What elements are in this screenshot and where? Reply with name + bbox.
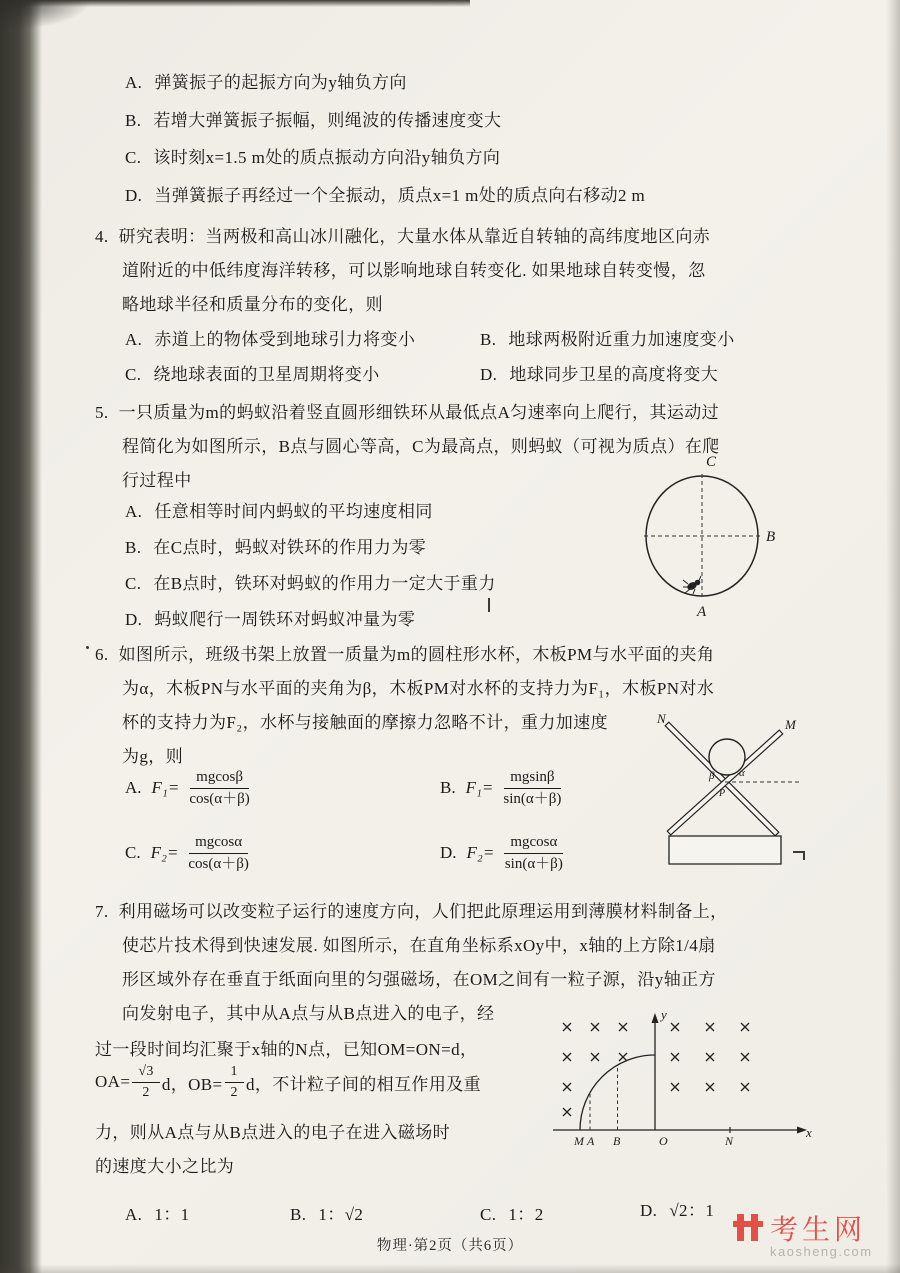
scan-artifact (803, 851, 805, 860)
option-text: 当弹簧振子再经过一个全振动，质点x=1 m处的质点向右移动2 m (154, 186, 646, 205)
point-a-label: A (587, 1134, 595, 1148)
q7-narrow-line-3 (95, 1118, 450, 1143)
formula-lhs: F₂= (150, 843, 179, 863)
option-label: B. (440, 778, 456, 798)
point-b-label: B (766, 529, 776, 545)
option-text: 蚂蚁爬行一周铁环对蚂蚁冲量为零 (154, 610, 416, 629)
stem-text: 略地球半径和质量分布的变化，则 (122, 295, 383, 314)
fraction (225, 1063, 244, 1101)
option-label: D. (440, 843, 457, 863)
y-axis-label: y (661, 1007, 667, 1022)
point-m-label: M (574, 1134, 584, 1148)
option-label: C. (480, 1205, 497, 1224)
option-text: √2：1 (669, 1201, 715, 1220)
q7-field-diagram (535, 1005, 825, 1160)
page-footer: 物理·第2页（共6页） (376, 1238, 524, 1254)
option-text: 地球同步卫星的高度将变大 (509, 365, 719, 384)
option-text: 在C点时，蚂蚁对铁环的作用力为零 (153, 538, 427, 557)
q4-stem-line-2 (122, 256, 706, 281)
q6-stem-line-4 (122, 742, 183, 767)
question-number: 4. (95, 227, 109, 246)
scan-artifact (86, 646, 89, 649)
q5-option-b (125, 533, 426, 558)
stem-text: 行过程中 (122, 471, 192, 490)
option-label: D. (480, 365, 498, 384)
option-label: B. (480, 330, 497, 349)
q7-narrow-line-2 (95, 1060, 481, 1104)
option-label: C. (125, 843, 141, 863)
point-m-label: M (785, 717, 796, 732)
fraction-denominator: cos(α＋β) (188, 855, 249, 872)
point-c-label: C (706, 454, 717, 470)
kaosheng-logo (733, 1212, 763, 1244)
stem-text: d，OB= (161, 1074, 223, 1094)
q5-option-c (125, 569, 496, 594)
option-text: 若增大弹簧振子振幅，则绳波的传播速度变大 (153, 111, 502, 130)
stem-text: 道附近的中低纬度海洋转移，可以影响地球自转变化. 如果地球自转变慢，忽 (122, 261, 706, 280)
option-text: 弹簧振子的起振方向为y轴负方向 (154, 73, 407, 92)
option-label: C. (125, 365, 142, 384)
q7-stem-line-1 (95, 897, 728, 922)
scan-edge-left (0, 0, 42, 1273)
fraction (189, 768, 249, 809)
fraction (504, 833, 563, 874)
ant-icon (683, 576, 701, 594)
stem-text: 为g，则 (122, 747, 184, 766)
q7-option-b (290, 1200, 363, 1225)
q5-option-a (125, 497, 433, 522)
q7-stem-line-3 (122, 965, 716, 990)
option-label: D. (125, 186, 143, 205)
option-label: A. (125, 1205, 143, 1224)
formula-lhs: F₁= (465, 778, 494, 798)
stem-text: 一只质量为m的蚂蚁沿着竖直圆形细铁环从最低点A匀速率向上爬行，其运动过 (118, 403, 720, 422)
base-block (669, 836, 781, 864)
option-text: 1：2 (508, 1205, 544, 1224)
q4-stem-line-1 (95, 222, 710, 247)
stem-text: 研究表明：当两极和高山冰川融化，大量水体从靠近自转轴的高纬度地区向赤 (118, 227, 711, 246)
option-text: 任意相等时间内蚂蚁的平均速度相同 (154, 502, 433, 521)
watermark-domain: kaosheng.com (770, 1244, 873, 1259)
fraction-denominator: 2 (142, 1084, 150, 1100)
q3-option-d (125, 181, 645, 206)
fraction-numerator: mgcosα (504, 833, 563, 854)
option-label: C. (125, 574, 142, 593)
option-label: D. (125, 610, 143, 629)
formula-lhs: F₁= (151, 778, 180, 798)
fraction-denominator: sin(α＋β) (503, 790, 562, 807)
q6-option-a (125, 768, 250, 809)
q6-stem-line-3 (122, 708, 608, 733)
fraction (503, 768, 561, 809)
stem-text: 过一段时间均汇聚于x轴的N点，已知OM=ON=d， (95, 1040, 478, 1059)
option-label: A. (125, 502, 143, 521)
stem-text: 利用磁场可以改变粒子运行的速度方向，人们把此原理运用到薄膜材料制备上， (118, 902, 728, 921)
q5-stem-line-3 (122, 466, 192, 491)
q7-stem-line-2 (122, 931, 716, 956)
q5-ring-diagram (630, 448, 790, 620)
option-text: 地球两极附近重力加速度变小 (508, 330, 735, 349)
stem-text: OA= (95, 1072, 131, 1091)
q6-option-d (440, 833, 563, 874)
fraction-numerator: mgcosα (189, 833, 248, 854)
stem-text: 程简化为如图所示，B点与圆心等高，C为最高点，则蚂蚁（可视为质点）在爬 (122, 437, 720, 456)
option-text: 绕地球表面的卫星周期将变小 (153, 365, 380, 384)
fraction (132, 1063, 159, 1101)
fraction-numerator: mgcosβ (190, 768, 249, 789)
point-b-label: B (613, 1134, 621, 1148)
q7-option-d (640, 1196, 714, 1221)
q7-option-c (480, 1200, 544, 1225)
q4-stem-line-3 (122, 290, 383, 315)
q4-option-c (125, 360, 380, 385)
q7-narrow-line-4 (95, 1152, 234, 1177)
option-label: C. (125, 148, 142, 167)
option-label: A. (125, 73, 143, 92)
option-text: 在B点时，铁环对蚂蚁的作用力一定大于重力 (153, 574, 496, 593)
point-p-label: P (719, 788, 726, 799)
option-text: 赤道上的物体受到地球引力将变小 (154, 330, 416, 349)
q4-option-a (125, 325, 415, 350)
fraction-numerator: 1 (225, 1063, 244, 1083)
q4-option-b (480, 325, 735, 350)
stem-text: 向发射电子，其中从A点与从B点进入的电子，经 (122, 1004, 495, 1023)
question-number: 5. (95, 403, 109, 422)
question-number: 7. (95, 902, 109, 921)
option-label: A. (125, 778, 142, 798)
angle-alpha-label: α (739, 767, 745, 779)
option-label: A. (125, 330, 143, 349)
watermark-brand: 考生网 (770, 1215, 867, 1246)
stem-text: 为α，木板PN与水平面的夹角为β，木板PM对水杯的支持力为F₁，木板PN对水 (122, 679, 715, 698)
origin-label: O (659, 1134, 668, 1148)
scan-artifact (488, 598, 490, 612)
option-label: D. (640, 1201, 658, 1220)
stem-text: 的速度大小之比为 (95, 1157, 235, 1176)
q6-option-b (440, 768, 561, 809)
q5-stem-line-1 (95, 398, 719, 423)
field-into-page-symbols-right (671, 1023, 749, 1091)
option-label: B. (125, 111, 142, 130)
scan-corner-dark (0, 0, 90, 30)
option-label: B. (290, 1205, 307, 1224)
q3-option-c (125, 143, 500, 168)
y-axis-arrowhead (652, 1013, 659, 1023)
x-axis-label: x (806, 1125, 812, 1140)
q3-option-b (125, 106, 501, 131)
stem-text: d，不计粒子间的相互作用及重 (245, 1074, 482, 1094)
option-text: 1：√2 (318, 1205, 364, 1224)
formula-lhs: F₂= (466, 843, 495, 863)
point-n-label: N (725, 1134, 734, 1148)
stem-text: 如图所示，班级书架上放置一质量为m的圆柱形水杯，木板PM与水平面的夹角 (118, 645, 715, 664)
fraction-numerator: mgsinβ (504, 768, 560, 789)
fraction (188, 833, 248, 874)
option-text: 该时刻x=1.5 m处的质点振动方向沿y轴负方向 (153, 148, 501, 167)
q4-option-d (480, 360, 718, 385)
q6-stand-diagram (653, 710, 803, 875)
point-n-label: N (657, 711, 666, 726)
q5-option-d (125, 605, 415, 630)
stem-text: 形区域外存在垂直于纸面向里的匀强磁场，在OM之间有一粒子源，沿y轴正方 (122, 970, 716, 989)
sector-arc (580, 1055, 655, 1130)
q7-option-a (125, 1200, 190, 1225)
q6-stem-line-1 (95, 640, 714, 665)
stem-text: 使芯片技术得到快速发展. 如图所示，在直角坐标系xOy中，x轴的上方除1/4扇 (122, 936, 716, 955)
question-number: 6. (95, 645, 109, 664)
q6-option-c (125, 833, 249, 874)
q6-stem-line-2 (122, 674, 714, 699)
q7-stem-line-4 (122, 999, 494, 1024)
point-a-label: A (697, 604, 707, 620)
fraction-numerator: √3 (132, 1063, 159, 1083)
fraction-denominator: cos(α＋β) (189, 790, 250, 807)
q7-narrow-line-1 (95, 1035, 477, 1060)
angle-beta-label: β (709, 770, 715, 782)
option-label: B. (125, 538, 142, 557)
scan-edge-bottom (0, 1264, 900, 1273)
stem-text: 杯的支持力为F₂，水杯与接触面的摩擦力忽略不计，重力加速度 (122, 713, 608, 732)
fraction-denominator: 2 (230, 1084, 238, 1100)
stem-text: 力，则从A点与从B点进入的电子在进入磁场时 (95, 1123, 451, 1142)
fraction-denominator: sin(α＋β) (504, 855, 563, 872)
scan-edge-right (886, 0, 900, 1273)
option-text: 1：1 (154, 1205, 190, 1224)
q3-option-a (125, 68, 407, 93)
